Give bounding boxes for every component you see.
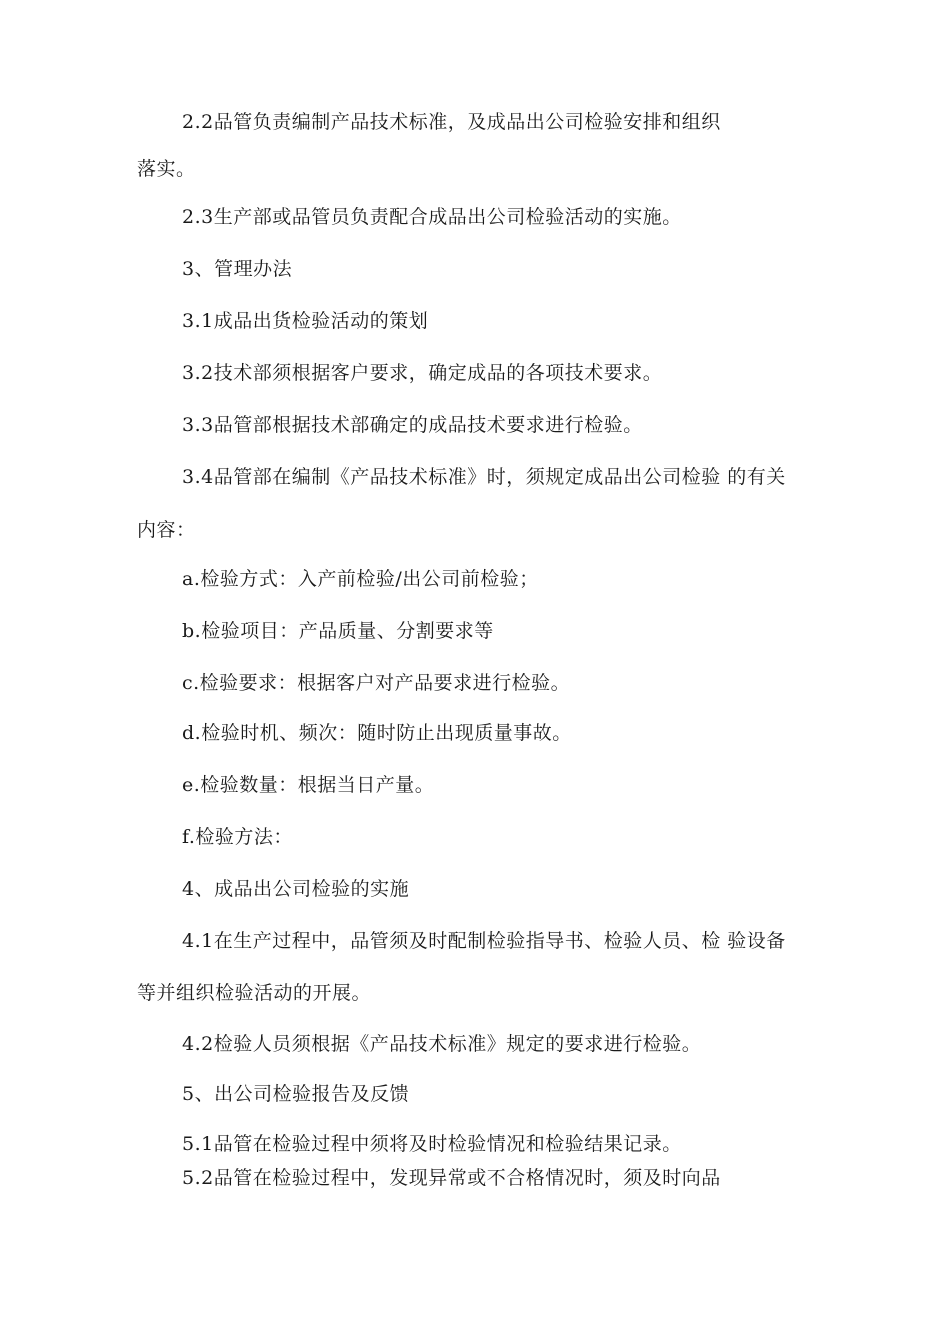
paragraph-5-2: 5.2品管在检验过程中，发现异常或不合格情况时，须及时向品: [182, 1167, 721, 1189]
paragraph-5-1: 5.1品管在检验过程中须将及时检验情况和检验结果记录。: [182, 1133, 682, 1155]
paragraph-3-1: 3.1成品出货检验活动的策划: [182, 310, 429, 332]
paragraph-3-4-line-1: 3.4品管部在编制《产品技术标准》时，须规定成品出公司检验 的有关: [182, 466, 786, 488]
list-item-d: d.检验时机、频次：随时防止出现质量事故。: [182, 722, 572, 744]
paragraph-3-4-line-2: 内容：: [137, 519, 196, 541]
paragraph-4-1-line-2: 等并组织检验活动的开展。: [137, 982, 372, 1004]
paragraph-4-1-line-1: 4.1在生产过程中，品管须及时配制检验指导书、检验人员、检 验设备: [182, 930, 786, 952]
paragraph-2-2-line-2: 落实。: [137, 158, 196, 180]
paragraph-2-2-line-1: 2.2品管负责编制产品技术标准，及成品出公司检验安排和组织: [182, 111, 721, 133]
paragraph-4-2: 4.2检验人员须根据《产品技术标准》规定的要求进行检验。: [182, 1033, 702, 1055]
paragraph-2-3: 2.3生产部或品管员负责配合成品出公司检验活动的实施。: [182, 206, 682, 228]
paragraph-3-3: 3.3品管部根据技术部确定的成品技术要求进行检验。: [182, 414, 643, 436]
list-item-f: f.检验方法：: [182, 826, 293, 848]
list-item-c: c.检验要求：根据客户对产品要求进行检验。: [182, 672, 571, 694]
paragraph-3-2: 3.2技术部须根据客户要求，确定成品的各项技术要求。: [182, 362, 663, 384]
list-item-e: e.检验数量：根据当日产量。: [182, 774, 435, 796]
list-item-a: a.检验方式：入产前检验/出公司前检验；: [182, 568, 539, 590]
section-4-heading: 4、成品出公司检验的实施: [182, 878, 410, 900]
section-3-heading: 3、管理办法: [182, 258, 293, 280]
section-5-heading: 5、出公司检验报告及反馈: [182, 1083, 410, 1105]
list-item-b: b.检验项目：产品质量、分割要求等: [182, 620, 494, 642]
